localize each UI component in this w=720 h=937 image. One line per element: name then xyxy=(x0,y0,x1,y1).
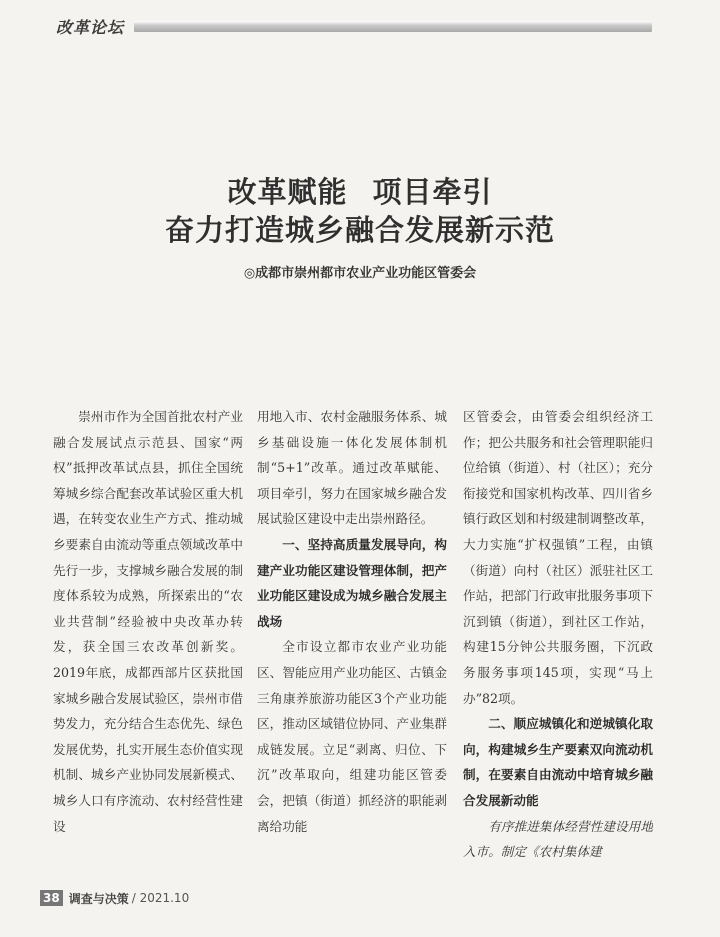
article-title-line1: 改革赋能 项目牵引 xyxy=(227,175,493,209)
page-number: 38 xyxy=(40,890,63,906)
journal-name: 调查与决策 xyxy=(68,891,129,906)
text-column-1 xyxy=(53,404,243,884)
page-footer xyxy=(40,889,189,907)
text-column-3 xyxy=(463,404,653,884)
body-paragraph: 全市设立都市农业产业功能区、智能应用产业功能区、古镇金三角康养旅游功能区3个产业功能区，推动区域错位协同、产业集群成链发展。立足“剥离、归位、下沉”改革取向，组建功能区管委会，把镇（街道）抓经济的职能剥离给功能 xyxy=(257,639,447,834)
issue-date: / 2021.10 xyxy=(131,891,190,905)
section-label: 改革论坛 xyxy=(56,17,125,37)
body-paragraph: 有序推进集体经营性建设用地入市。制定《农村集体建 xyxy=(463,818,653,860)
section-header xyxy=(56,14,652,38)
article-byline: ◎成都市崇州都市农业产业功能区管委会 xyxy=(243,266,477,281)
body-paragraph: 崇州市作为全国首批农村产业融合发展试点示范县、国家“两权”抵押改革试点县，抓住全国统筹城乡综合配套改革试验区重大机遇，在转变农业生产方式、推动城乡要素自由流动等重点领域改革中先行一步，支撑城乡融合发展的制度体系较为成熟，所探索出的“农业共营制”经验被中央改革办转发，获全国三农改革创新奖。2019年底，成都西部片区获批国家城乡融合发展试验区，崇州市借势发力，充分结合生态优先、绿色发展优势，扎实开展生态价值实现机制、城乡产业协同发展新模式、城乡人口有序流动、农村经营性建设 xyxy=(53,409,243,834)
section-heading-2: 二、顺应城镇化和逆城镇化取向，构建城乡生产要素双向流动机制，在要素自由流动中培育城乡融合发展新动能 xyxy=(463,716,653,808)
section-heading-1: 一、坚持高质量发展导向，构建产业功能区建设管理体制，把产业功能区建设成为城乡融合发展主战场 xyxy=(257,536,447,629)
body-paragraph: 用地入市、农村金融服务体系、城乡基础设施一体化发展体制机制“5+1”改革。通过改革赋能、项目牵引，努力在国家城乡融合发展试验区建设中走出崇州路径。 xyxy=(257,409,447,527)
header-rule xyxy=(134,21,652,32)
body-paragraph: 区管委会，由管委会组织经济工作；把公共服务和社会管理职能归位给镇（街道）、村（社区）；充分衔接党和国家机构改革、四川省乡镇行政区划和村级建制调整改革，大力实施“扩权强镇”工程，由镇（街道）向村（社区）派驻社区工作站，把部门行政审批服务事项下沉到镇（街道），到社区工作站，构建15分钟公共服务圈，下沉政务服务事项145项，实现“马上办”82项。 xyxy=(463,409,653,706)
article-title-line2: 奋力打造城乡融合发展新示范 xyxy=(164,213,555,247)
text-column-2 xyxy=(257,404,447,884)
